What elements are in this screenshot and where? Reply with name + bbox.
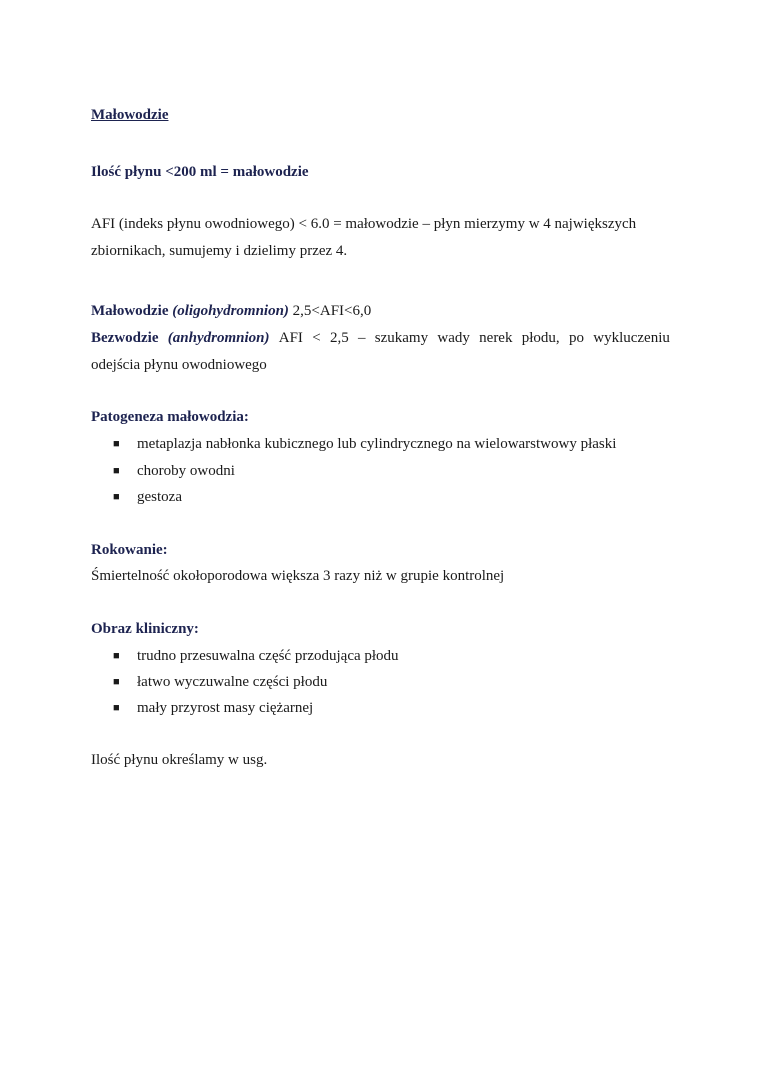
- bullet-icon: ■: [113, 702, 120, 714]
- anhydro-word: <: [312, 330, 321, 346]
- closing-note: Ilość płynu określamy w usg.: [91, 752, 268, 768]
- anhydro-word: –: [357, 330, 366, 346]
- oligo-latin: (oligohydromnion): [172, 303, 289, 319]
- anhydro-word: szukamy: [374, 330, 429, 346]
- pathogenesis-item: choroby owodni: [137, 463, 235, 479]
- volume-heading: Ilość płynu <200 ml = małowodzie: [91, 164, 309, 180]
- afi-paragraph-line-2: zbiornikach, sumujemy i dzielimy przez 4.: [91, 243, 348, 259]
- clinical-item: trudno przesuwalna część przodująca płodu: [137, 648, 399, 664]
- oligohydramnios-line: [91, 302, 371, 320]
- anhydro-word: po: [568, 330, 584, 346]
- clinical-item: łatwo wyczuwalne części płodu: [137, 674, 328, 690]
- afi-paragraph-line-1: AFI (indeks płynu owodniowego) < 6.0 = małowodzie – płyn mierzymy w 4 największych: [91, 216, 637, 232]
- oligo-term: Małowodzie: [91, 303, 169, 319]
- pathogenesis-item: metaplazja nabłonka kubicznego lub cylindrycznego na wielowarstwowy płaski: [137, 436, 617, 452]
- anhydramnios-line-1: [91, 329, 670, 347]
- anhydro-term: Bezwodzie: [91, 330, 159, 346]
- anhydramnios-line-2: odejścia płynu owodniowego: [91, 357, 267, 373]
- clinical-item: mały przyrost masy ciężarnej: [137, 700, 314, 716]
- anhydro-word: nerek: [479, 330, 513, 346]
- bullet-icon: ■: [113, 650, 120, 662]
- anhydro-word: 2,5: [329, 330, 349, 346]
- pathogenesis-heading: Patogeneza małowodzia:: [91, 409, 249, 425]
- anhydro-word: wady: [437, 330, 470, 346]
- anhydro-word: płodu,: [521, 330, 560, 346]
- bullet-icon: ■: [113, 438, 120, 450]
- prognosis-heading: Rokowanie:: [91, 542, 168, 558]
- pathogenesis-item: gestoza: [137, 489, 182, 505]
- oligo-range: 2,5<AFI<6,0: [292, 303, 372, 319]
- prognosis-text: Śmiertelność okołoporodowa większa 3 razy niż w grupie kontrolnej: [91, 568, 505, 584]
- document-title: Małowodzie: [91, 107, 169, 123]
- bullet-icon: ■: [113, 676, 120, 688]
- bullet-icon: ■: [113, 465, 120, 477]
- anhydro-latin: (anhydromnion): [167, 330, 270, 346]
- anhydro-word: AFI: [278, 330, 303, 346]
- anhydro-word: wykluczeniu: [593, 330, 670, 346]
- bullet-icon: ■: [113, 491, 120, 503]
- clinical-heading: Obraz kliniczny:: [91, 621, 199, 637]
